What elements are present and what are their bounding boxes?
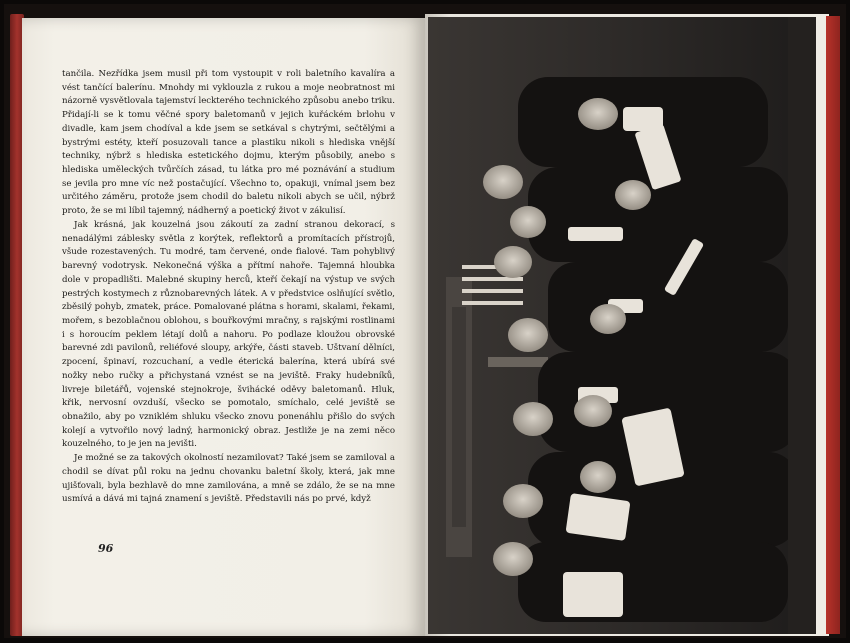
page-number: 96 bbox=[98, 542, 114, 555]
paragraph: Jak krásná, jak kouzelná jsou zákoutí za zadní stranou dekorací, s nenadálými záblesky světla z korýtek, reflektorů a promítacích přístrojů, všude rozestavených. Tu modré, tam červené, onde fialové. Tam pohyblivý barevný vodotrysk. Nekonečná výška a přítmí nahoře. Tajemná hloubka dole v propadlišti. Malebné skupiny herců, kteří čekají na výstup ve svých pestrých kostymech z různobarevných látek. A v předstvice oslňující světlo, zběsilý pohyb, zmatek, práce. Pomalované plátna s horami, skalami, řekami, mořem, s bezoblačnou oblohou, s bouřkovými mračny, s rajskými rostlinami i s horoucím peklem létají dolů a nahoru. Po podlaze kloužou obrovské barevné zdi pavilonů, reliéfové sloupy, arkýře, části staveb. Uštvaní dělníci, zpocení, špinaví, rozcuchaní, a vedle éterická balerína, která ubírá své nožky nebo ručky a přichystaná vznést se na jeviště. Fraky hudebníků, livreje biletářů, vojenské stejnokroje, švihácké oděvy baletomanů. Hluk, křik, nervosní ovzduší, všecko se pomotalo, smíchalo, celé jeviště se obnažilo, aby po vzniklém shluku všecko znovu ponenáhlu přišlo do svých kolejí a vytvořilo nový ladný, harmonický obraz. Jestliže je na zemi něco kouzelného, to je jen na jevišti. bbox=[62, 219, 395, 450]
book-cover-edge-right bbox=[826, 16, 840, 634]
paragraph: Je možné se za takových okolností nezamilovat? Také jsem se zamiloval a chodil se dívat půl roku na jednu chovanku baletní školy, která, jak mne ujišťovali, byla bezhlavě do mne zamilována, a mně se zdálo, že se na mne usmívá a dává mi tajná znamení s jeviště. Představili nás po prvé, když bbox=[62, 453, 395, 505]
open-book bbox=[4, 4, 846, 638]
paragraph: tančila. Nezřídka jsem musil při tom vystoupit v roli baletního kavalíra a vést tančící balerínu. Mnohdy mi vyklouzla z rukou a moje neobratnost mi názorně vysvětlovala tajemství leckterého technického způsobu anebo triku. Přidají-li se k tomu věčné spory baletomanů v jejich kuřáckém brlohu v divadle, kam jsem chodíval a kde jsem se setkával s chytrými, sečtělými a bystrými estéty, kteří posuzovali tance a plastiku nikoli s hlediska vnější techniky, nýbrž s hlediska estetického dojmu, kterým působily, anebo s hlediska uměleckých tvůrčích zásad, tu látka pro mé poznávání a studium se jevila pro mne víc než postačující. Všechno to, opakuji, vnímal jsem bez určitého záměru, protože jsem chodil do baletu nikoli abych se učil, nýbrž proto, že se mi líbil tajemný, nádherný a poetický život v zákulisí. bbox=[62, 69, 395, 217]
page-body-text bbox=[62, 68, 395, 507]
group-photograph bbox=[428, 17, 816, 634]
